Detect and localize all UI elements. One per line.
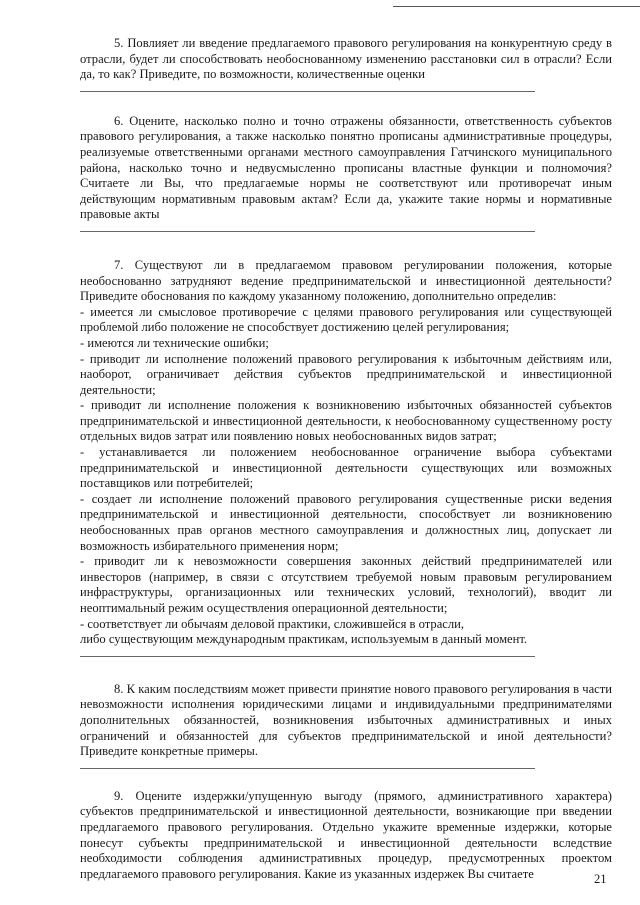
question-5-text: 5. Повлияет ли введение предлагаемого правового регулирования на конкурентную среду в отрасли, будет ли способствовать необоснованному изменению расстановки сил в отрасли? Если да, то как? Приведите, по возможности, количественные оценки [80, 36, 612, 82]
document-page [80, 36, 612, 882]
question-9-text: 9. Оцените издержки/упущенную выгоду (прямого, административного характера) субъектов предпринимательской и инвестиционной деятельности, возникающие при введении предлагаемого правового регулирования. Отдельно укажите временные издержки, которые понесут субъекты предпринимательской и инвестиционной деятельности вследствие необходимости соблюдения административных процедур, предусмотренных проектом предлагаемого правового регулирования. Какие из указанных издержек Вы считаете [80, 788, 612, 881]
question-8 [80, 682, 612, 769]
page-number: 21 [594, 872, 607, 886]
question-7-text: 7. Существуют ли в предлагаемом правовом регулировании положения, которые необоснованно затрудняют ведение предпринимательской и инвестиционной деятельности? Приведите обоснования по каждому указанному положению, дополнительно определив: [80, 257, 612, 304]
question-7-item: - приводит ли исполнение положений правового регулирования к избыточным действиям или, наоборот, ограничивает действия субъектов предпринимательской и инвестиционной деятельности; [80, 351, 612, 397]
question-7-item: либо существующим международным практикам, используемым в данный момент. [80, 632, 528, 647]
question-7-item: - соответствует ли обычаям деловой практики, сложившейся в отрасли, [80, 616, 465, 631]
question-7-item: - приводит ли к невозможности совершения законных действий предпринимателей или инвесторов (например, в связи с отсутствием требуемой новым правовым регулированием инфраструктуры, организационных или технических условий, технологий), вводит ли неоптимальный режим осуществления операционной деятельности; [80, 554, 612, 615]
header-rule [393, 6, 640, 7]
question-8-text: 8. К каким последствиям может привести принятие нового правового регулирования в части невозможности исполнения юридическими лицами и индивидуальными предпринимателями дополнительных обязанностей, возникновения избыточных административных и иных ограничений и обязанностей для субъектов предпринимательской и иной деятельности? Приведите конкретные примеры. [80, 681, 612, 759]
question-7-item: - устанавливается ли положением необоснованное ограничение выбора субъектами предпринимательской и инвестиционной деятельности существующих или возможных поставщиков или потребителей; [80, 445, 612, 491]
question-7-item: - имеются ли технические ошибки; [80, 335, 269, 350]
question-6 [80, 114, 612, 232]
question-7-item: - создает ли исполнение положений правового регулирования существенные риски ведения предпринимательской и инвестиционной деятельности, способствует ли возникновению необоснованных прав органов местного самоуправления и должностных лиц, допускает ли возможность избирательного применения норм; [80, 491, 612, 553]
question-5 [80, 36, 612, 92]
question-7-item: - имеется ли смысловое противоречие с целями правового регулирования или существующей проблемой либо положение не способствует достижению целей регулирования; [80, 304, 612, 335]
question-6-text: 6. Оцените, насколько полно и точно отражены обязанности, ответственность субъектов правового регулирования, а также насколько понятно прописаны административные процедуры, реализуемые ответственными органами местного самоуправления Гатчинского муниципального района, насколько точно и недвусмысленно прописаны властные функции и полномочия? Считаете ли Вы, что предлагаемые нормы не соответствуют или противоречат иным действующим нормативным правовым актам? Если да, укажите такие нормы и нормативные правовые акты [80, 113, 612, 222]
question-7 [80, 258, 612, 657]
question-9 [80, 789, 612, 883]
question-7-item: - приводит ли исполнение положения к возникновению избыточных обязанностей субъектов предпринимательской и инвестиционной деятельности, к необоснованному существенному росту отдельных видов затрат или появлению новых необоснованных видов затрат; [80, 398, 612, 444]
